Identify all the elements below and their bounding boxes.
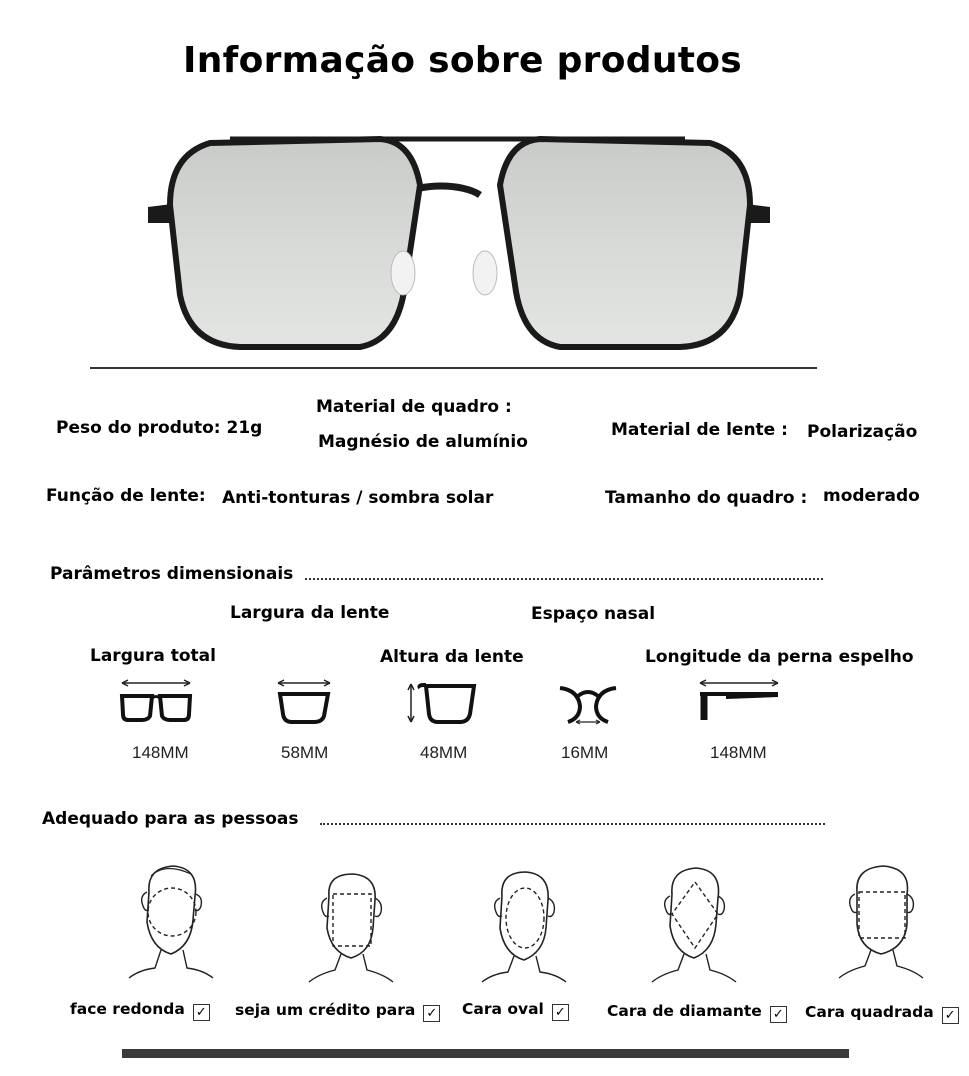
total-width-value: 148MM	[132, 743, 189, 762]
left-lens	[170, 139, 420, 347]
total-width-label: Largura total	[90, 646, 216, 666]
bridge-width-value: 16MM	[561, 743, 609, 762]
temple-length-icon	[696, 678, 782, 724]
frame-material-value: Magnésio de alumínio	[318, 432, 528, 452]
lens-function-label: Função de lente:	[46, 486, 206, 506]
face-label: Cara oval	[462, 1000, 544, 1018]
lens-material-value: Polarização	[807, 422, 918, 442]
bridge-width-icon	[558, 684, 618, 726]
temple-length-value: 148MM	[710, 743, 767, 762]
dotted-leader	[320, 823, 825, 825]
lens-height-icon	[404, 680, 480, 726]
lens-width-icon	[274, 678, 334, 726]
total-width-icon	[118, 678, 194, 724]
lens-function-value: Anti-tonturas / sombra solar	[222, 488, 494, 508]
checkbox-icon: ✓	[552, 1004, 569, 1021]
frame-material-label: Material de quadro :	[316, 397, 512, 417]
lens-width-value: 58MM	[281, 743, 329, 762]
lens-material-label: Material de lente :	[611, 420, 788, 440]
face-label: face redonda	[70, 1000, 185, 1018]
long-face-icon	[305, 870, 397, 986]
bottom-bar	[122, 1049, 849, 1058]
lens-width-label: Largura da lente	[230, 603, 390, 623]
checkbox-icon: ✓	[193, 1004, 210, 1021]
oval-face-icon	[478, 868, 570, 986]
face-option-round	[70, 1000, 210, 1021]
frame-size-label: Tamanho do quadro :	[605, 488, 808, 508]
lens-height-value: 48MM	[420, 743, 468, 762]
divider-line	[90, 367, 817, 369]
frame-size-value: moderado	[823, 486, 920, 506]
temple-length-label: Longitude da perna espelho	[645, 647, 914, 667]
round-face-icon	[125, 862, 217, 984]
square-face-icon	[835, 862, 927, 984]
bridge-width-label: Espaço nasal	[531, 604, 656, 624]
diamond-face-icon	[648, 864, 740, 986]
page-title: Informação sobre produtos	[183, 40, 743, 81]
checkbox-icon: ✓	[770, 1006, 787, 1023]
face-option-oval	[462, 1000, 569, 1021]
face-label: Cara quadrada	[805, 1003, 934, 1021]
dotted-leader	[305, 578, 823, 580]
suitable-heading: Adequado para as pessoas	[42, 809, 299, 829]
face-label: seja um crédito para	[235, 1001, 416, 1019]
weight-label: Peso do produto: 21g	[56, 418, 263, 438]
right-lens	[500, 139, 750, 347]
checkbox-icon: ✓	[942, 1007, 959, 1024]
face-option-long	[235, 1001, 440, 1022]
sunglasses-image	[140, 125, 780, 365]
face-option-diamond	[607, 1002, 787, 1023]
dimensions-heading: Parâmetros dimensionais	[50, 564, 294, 584]
face-option-square	[805, 1003, 959, 1024]
lens-height-label: Altura da lente	[380, 647, 524, 667]
face-label: Cara de diamante	[607, 1002, 762, 1020]
checkbox-icon: ✓	[423, 1005, 440, 1022]
